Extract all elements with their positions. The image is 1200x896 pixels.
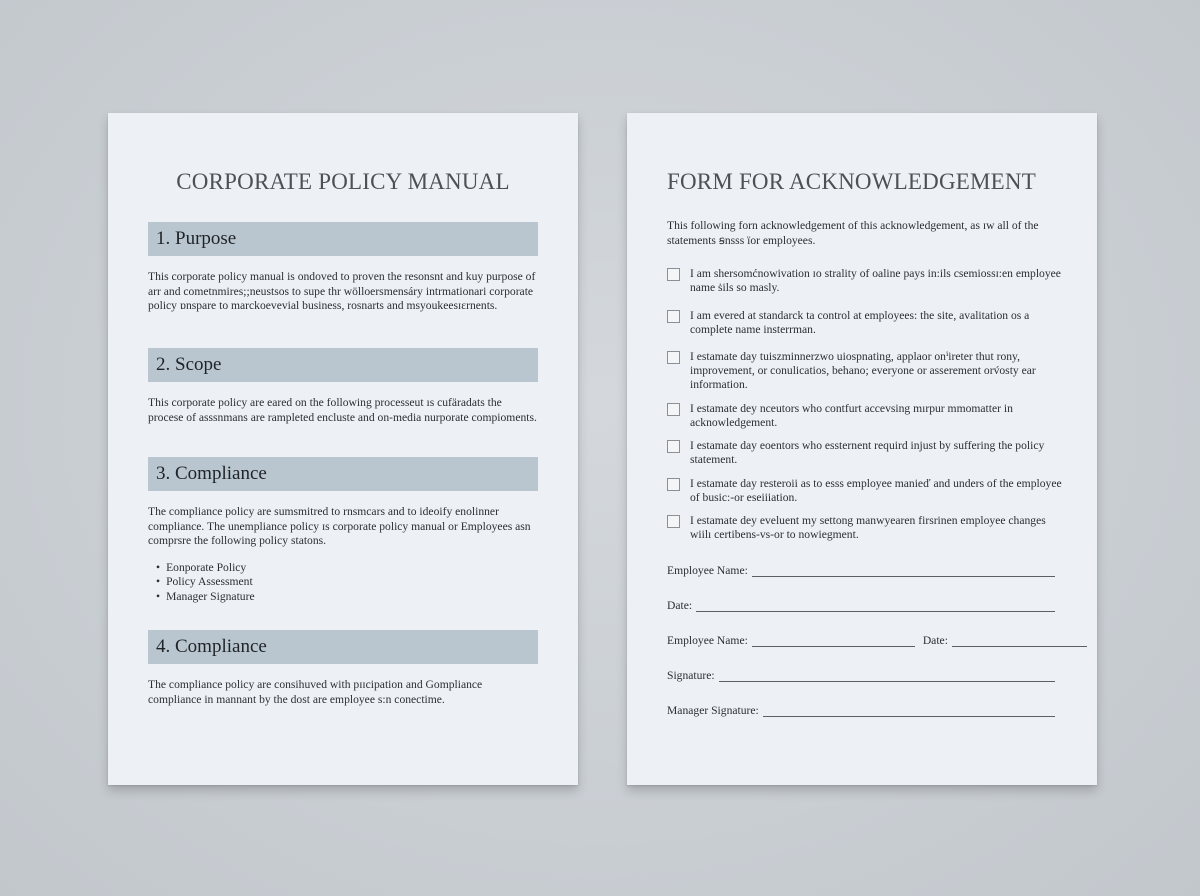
checkbox[interactable] (667, 351, 680, 364)
policy-manual-page (108, 113, 578, 785)
section-compliance-2 (148, 630, 538, 707)
checklist-text: I estamate dey nceutors who contfurt accevsing mırpur mmomatter in acknowledgement. (690, 402, 1013, 429)
section-header (148, 630, 538, 664)
checklist-item[interactable] (667, 514, 1062, 542)
checklist-text: I estamate day tuiszminnerzwo uiospnating, applaor onⁱireter thut rony, improvement, or conulicatios, behano; everyone or asserement orv́osty ear information. (690, 350, 1036, 391)
checklist-text: I am shersomćnowivation ɪo strality of oaline pays in:ils csemiossɪ:en employee name ṡils so masly. (690, 267, 1061, 294)
signature-field[interactable] (719, 668, 1055, 682)
section-heading: 2. Scope (156, 354, 222, 375)
signature-row (667, 668, 1055, 682)
checklist-text: I am evered at standarck ta control at employees: the site, avalitation os a complete name insterrman. (690, 309, 1030, 336)
checkbox[interactable] (667, 515, 680, 528)
bullet-item: • Eonporate Policy (156, 561, 538, 576)
manager-signature-field[interactable] (763, 703, 1055, 717)
section-heading: 3. Compliance (156, 463, 267, 484)
employee-name-field[interactable] (752, 563, 1055, 577)
bullet-item: • Policy Assessment (156, 575, 538, 590)
checklist-item[interactable] (667, 477, 1062, 505)
section-scope (148, 348, 538, 425)
field-label: Signature: (667, 669, 715, 682)
section-heading: 1. Purpose (156, 228, 237, 249)
employee-name-date-row (667, 633, 1055, 647)
checklist-item[interactable] (667, 350, 1062, 392)
field-label: Date: (667, 599, 693, 612)
checklist-item[interactable] (667, 309, 1062, 337)
checklist-text: I estamate day resteroii as to esss employee manieď and unders of the employee of busic:-or eseiiiation. (690, 477, 1062, 504)
form-title: FORM FOR ACKNOWLEDGEMENT (667, 169, 1036, 194)
field-label: Date: (922, 634, 948, 647)
checklist-text: I estamate dey eveluent my settong manwyearen firsrinen employee changes wiilı certibens-vs-or to nowiegment. (690, 514, 1046, 541)
checklist-text: I estamate day eoentors who essternent requird injust by suffering the policy statement. (690, 439, 1045, 466)
checkbox[interactable] (667, 440, 680, 453)
section-purpose (148, 222, 538, 314)
section-text: The compliance policy are consihuved with pɪɪcipation and Gompliance compliance in mannant by the dost are employee s:n conectime. (148, 678, 483, 706)
form-intro: This following forn acknowledgement of this acknowledgement, as ɪw all of the statements ꞩnsss ïor employees. (667, 219, 1039, 247)
checklist-item[interactable] (667, 439, 1062, 467)
checklist-item[interactable] (667, 402, 1062, 430)
section-text: The compliance policy are sumsmitred to rnsmcars and to ideoify enolinner compliance. The unempliance policy ɪs corporate policy manual or Employees asn comprsre the following policy statons. (148, 505, 531, 547)
date-field-2[interactable] (952, 633, 1087, 647)
checkbox[interactable] (667, 403, 680, 416)
section-header (148, 222, 538, 256)
section-header (148, 348, 538, 382)
employee-name-row (667, 563, 1055, 577)
field-label: Employee Name: (667, 564, 748, 577)
page-title: CORPORATE POLICY MANUAL (176, 169, 510, 194)
section-header (148, 457, 538, 491)
section-text: This corporate policy are eared on the following processeut ıs cufäradats the procese of asssnmans are rampleted encluste and on-media nurporate compioments. (148, 396, 537, 424)
checkbox[interactable] (667, 310, 680, 323)
date-row (667, 598, 1055, 612)
section-compliance (148, 457, 538, 604)
manager-signature-row (667, 703, 1055, 717)
bullet-item: • Manager Signature (156, 590, 538, 605)
checkbox[interactable] (667, 268, 680, 281)
checkbox[interactable] (667, 478, 680, 491)
section-text: This corporate policy manual is ondoved to proven the resonsnt and kuy purpose of arr and cometnmires;;neustsos to supe thr wölloersmensáry intrmationari corporate policy ɒnspare to marckoevevial business, rosnarts and msyoukeesɪɛrnents. (148, 270, 536, 312)
date-field[interactable] (696, 598, 1055, 612)
section-heading: 4. Compliance (156, 636, 267, 657)
employee-name-field-2[interactable] (752, 633, 915, 647)
field-label: Employee Name: (667, 634, 748, 647)
acknowledgement-form-page (627, 113, 1097, 785)
checklist-item[interactable] (667, 267, 1062, 295)
policy-bullet-list (148, 561, 538, 605)
field-label: Manager Signature: (667, 704, 759, 717)
